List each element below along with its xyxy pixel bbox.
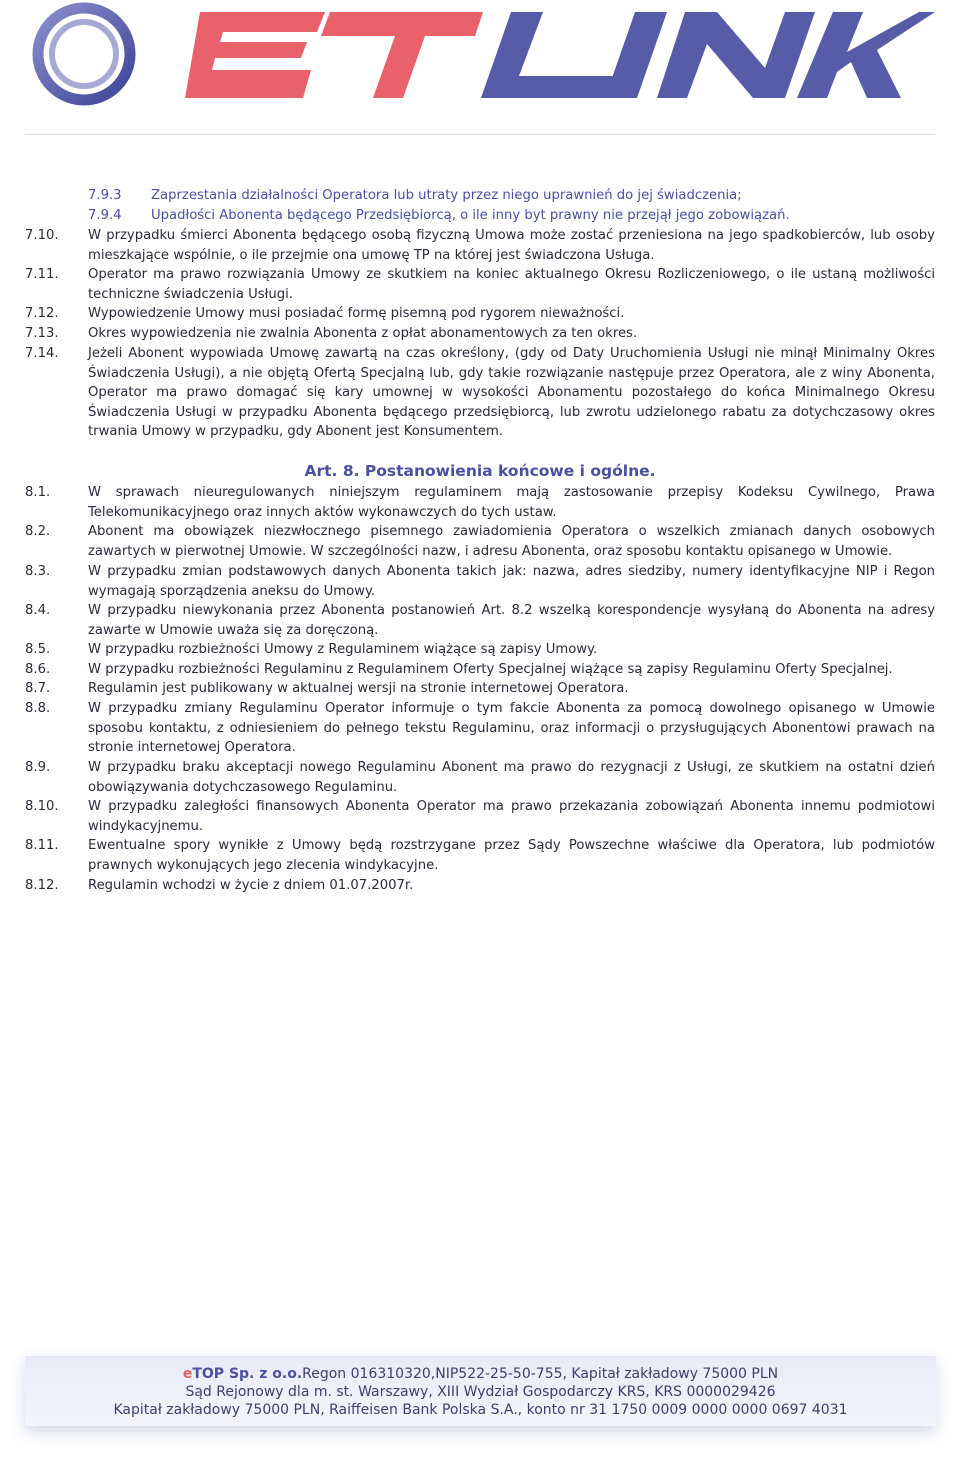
item-text: W przypadku braku akceptacji nowego Regulaminu Abonent ma prawo do rezygnacji z Usługi, ze skutkiem na ostatni dzień obowiązywania dotychczasowego Regulaminu.	[88, 760, 935, 795]
header-divider	[25, 134, 935, 135]
etlink-logo	[25, 0, 935, 120]
item-text: Jeżeli Abonent wypowiada Umowę zawartą na czas określony, (gdy od Daty Uruchomienia Usługi nie minął Minimalny Okres Świadczenia Usługi), a nie objętą Ofertą Specjalną lub, gdy takie rozwiązanie następuje przez Operatora, ale z winy Abonenta, Operator ma prawo domagać się kary umownej w wysokości Abonamentu pozostałego do końca Minimalnego Okresu Świadczenia Usługi w przypadku Abonenta będącego przedsiębiorcą, lub zwrotu udzielonego rabatu za dotychczasowy okres trwania Umowy w przypadku, gdy Abonent jest Konsumentem.	[88, 346, 935, 440]
company-footer	[25, 1356, 936, 1426]
item-text: Ewentualne spory wynikłe z Umowy będą rozstrzygane przez Sądy Powszechne właściwe dla Operatora, lub podmiotów prawnych wykonujących jego zlecenia windykacyjne.	[88, 838, 935, 873]
item-number: 8.9.	[25, 760, 51, 775]
item-number: 7.13.	[25, 326, 59, 341]
item-number: 7.9.3	[88, 188, 122, 203]
section-heading: Art. 8. Postanowienia końcowe i ogólne.	[304, 462, 656, 480]
item-text: W przypadku niewykonania przez Abonenta postanowień Art. 8.2 wszelką korespondencje wysyłaną do Abonenta na adresy zawarte w Umowie uważa się za doręczoną.	[88, 603, 935, 638]
item-number: 7.10.	[25, 228, 59, 243]
item-text: Wypowiedzenie Umowy musi posiadać formę pisemną pod rygorem nieważności.	[88, 306, 625, 321]
item-text: Okres wypowiedzenia nie zwalnia Abonenta z opłat abonamentowych za ten okres.	[88, 326, 638, 341]
item-text: Zaprzestania działalności Operatora lub utraty przez niego uprawnień do jej świadczenia;	[151, 188, 742, 203]
item-text: Regulamin jest publikowany w aktualnej wersji na stronie internetowej Operatora.	[88, 681, 629, 696]
item-number: 8.5.	[25, 642, 51, 657]
item-number: 8.1.	[25, 485, 51, 500]
item-number: 8.8.	[25, 701, 51, 716]
item-text: W sprawach nieuregulowanych niniejszym regulaminem mają zastosowanie przepisy Kodeksu Cywilnego, Prawa Telekomunikacyjnego oraz innych aktów wykonawczych do tych ustaw.	[88, 485, 935, 520]
item-text: W przypadku śmierci Abonenta będącego osobą fizyczną Umowa może zostać przeniesiona na jego spadkobierców, lub osoby mieszkające wspólnie, o ile przejmie ona umowę TP na której jest świadczona Usługa.	[88, 228, 935, 263]
company-name	[183, 1366, 302, 1382]
footer-line-company	[25, 1365, 936, 1383]
item-number: 8.10.	[25, 799, 59, 814]
company-name-rest: TOP Sp. z o.o.	[192, 1366, 303, 1382]
footer-bank: Kapitał zakładowy 75000 PLN, Raiffeisen Bank Polska S.A., konto nr 31 1750 0009 0000 0000 0697 4031	[113, 1402, 848, 1419]
item-number: 8.6.	[25, 662, 51, 677]
item-text: W przypadku zmiany Regulaminu Operator informuje o tym fakcie Abonenta za pomocą dowolnego opisanego w Umowie sposobu kontaktu, z odniesieniem do pełnego tekstu Regulaminu, oraz informacji o przysługujących Abonentowi prawach na stronie internetowej Operatora.	[88, 701, 935, 756]
item-text: W przypadku rozbieżności Umowy z Regulaminem wiążące są zapisy Umowy.	[88, 642, 598, 657]
item-number: 7.12.	[25, 306, 59, 321]
item-number: 8.3.	[25, 564, 51, 579]
item-text: W przypadku zaległości finansowych Abonenta Operator ma prawo przekazania zobowiązań Abonenta innemu podmiotowi windykacyjnemu.	[88, 799, 935, 834]
item-number: 8.2.	[25, 524, 51, 539]
item-number: 8.12.	[25, 878, 59, 893]
item-number: 7.11.	[25, 267, 59, 282]
item-text: W przypadku rozbieżności Regulaminu z Regulaminem Oferty Specjalnej wiążące są zapisy Regulaminu Oferty Specjalnej.	[88, 662, 893, 677]
item-number: 8.11.	[25, 838, 59, 853]
footer-registration: Regon 016310320,NIP522-25-50-755, Kapitał zakładowy 75000 PLN	[302, 1366, 779, 1382]
item-number: 7.9.4	[88, 208, 122, 223]
item-number: 7.14.	[25, 346, 59, 361]
item-number: 8.7.	[25, 681, 51, 696]
item-text: Upadłości Abonenta będącego Przedsiębiorcą, o ile inny byt prawny nie przejął jego zobowiązań.	[151, 208, 790, 223]
item-text: W przypadku zmian podstawowych danych Abonenta takich jak: nazwa, adres siedziby, numery identyfikacyjne NIP i Regon wymagają sporządzenia aneksu do Umowy.	[88, 564, 935, 599]
company-name-prefix: e	[182, 1366, 193, 1382]
item-text: Abonent ma obowiązek niezwłocznego pisemnego zawiadomienia Operatora o wszelkich zmianach danych osobowych zawartych w pierwotnej Umowie. W szczególności nazw, i adresu Abonenta, oraz sposobu kontaktu opisanego w Umowie.	[88, 524, 935, 559]
item-number: 8.4.	[25, 603, 51, 618]
item-text: Operator ma prawo rozwiązania Umowy ze skutkiem na koniec aktualnego Okresu Rozliczeniowego, o ile ustaną możliwości techniczne świadczenia Usługi.	[88, 267, 935, 302]
item-text: Regulamin wchodzi w życie z dniem 01.07.2007r.	[88, 878, 414, 893]
document-header	[0, 0, 960, 140]
footer-court: Sąd Rejonowy dla m. st. Warszawy, XIII Wydział Gospodarczy KRS, KRS 0000029426	[185, 1384, 776, 1401]
